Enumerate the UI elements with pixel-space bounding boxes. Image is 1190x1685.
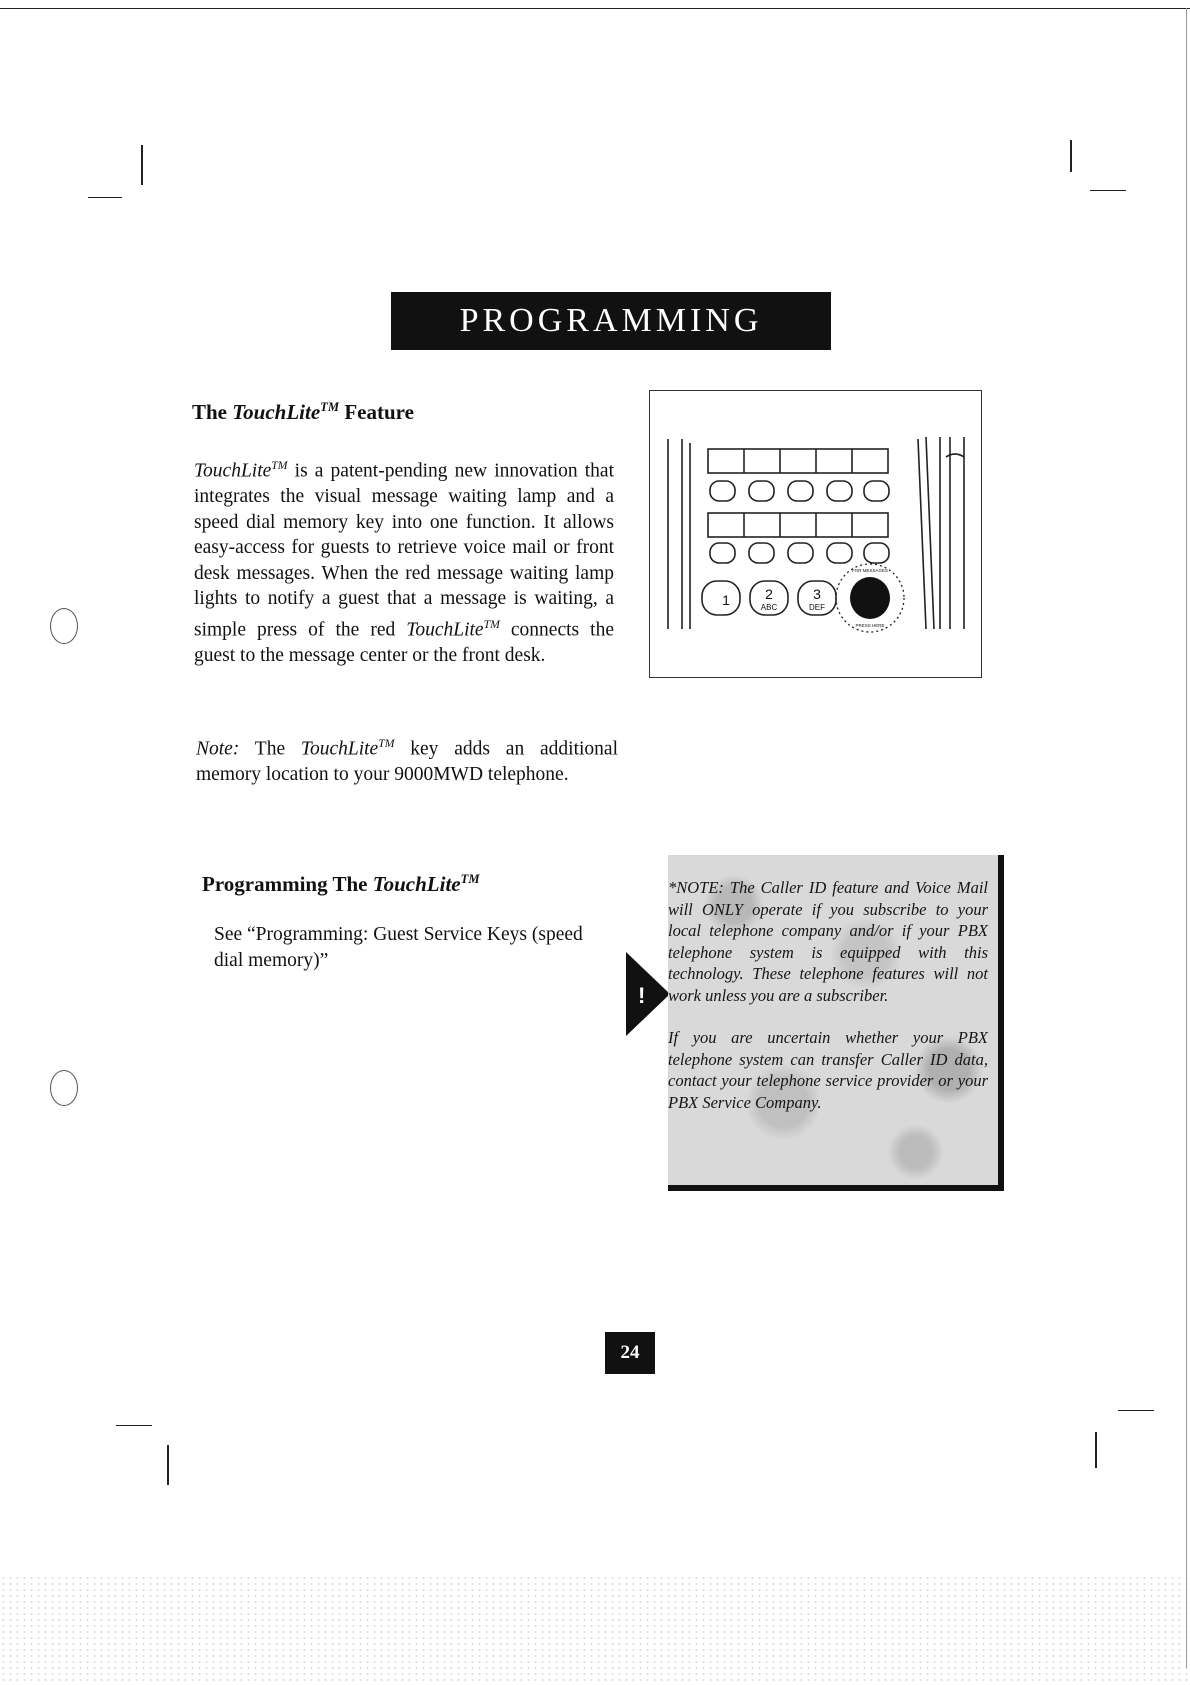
- notice-paragraph: If you are uncertain whether your PBX telephone system can transfer Caller ID data, contact your telephone service provider or your PBX Service Company.: [668, 1028, 988, 1112]
- crop-mark: [141, 145, 143, 185]
- page-title: PROGRAMMING: [391, 292, 831, 350]
- touchlite-top-label: FOR MESSAGES: [851, 568, 889, 573]
- touchlite-key: [850, 577, 890, 619]
- alert-symbol: !: [638, 983, 646, 1008]
- crop-mark: [1118, 1410, 1154, 1411]
- touchlite-description: TouchLite™ is a patent-pending new innovation that integrates the visual message waiting lamp and a speed dial memory key into one function. It allows easy-access for guests to retrieve voice mail or front desk messages. When the red message waiting lamp lights to notify a guest that a message is waiting, a simple press of the red TouchLite™ connects the guest to the message center or the front desk.: [194, 459, 614, 666]
- key-1-digit: 1: [722, 592, 730, 608]
- top-border-line: [0, 8, 1190, 9]
- crop-mark: [1070, 140, 1072, 172]
- crop-mark: [88, 197, 122, 198]
- notice-text: [668, 877, 988, 1134]
- key-3-digit: 3: [813, 586, 821, 602]
- touchlite-bottom-label: PRESS HERE: [855, 623, 885, 628]
- telephone-illustration: [650, 391, 981, 677]
- binder-hole-icon: [50, 1070, 78, 1106]
- programming-touchlite-heading: Programming The TouchLite™: [202, 872, 480, 896]
- touchlite-note: Note: The TouchLite™ key adds an additional memory location to your 9000MWD telephone.: [196, 737, 618, 785]
- telephone-keypad-figure: [649, 390, 982, 678]
- key-2-digit: 2: [765, 586, 773, 602]
- notice-paragraph: *NOTE: The Caller ID feature and Voice Mail will ONLY operate if you subscribe to your local telephone company and/or if your PBX telephone system is equipped with this technology. These telephone features will not work unless you are a subscriber.: [668, 878, 988, 1005]
- scan-noise: [0, 1575, 1190, 1685]
- key-1-button: [702, 581, 740, 615]
- crop-mark: [1090, 190, 1126, 191]
- key-2-letters: ABC: [760, 603, 778, 612]
- key-3-letters: DEF: [809, 603, 825, 612]
- page-number: 24: [605, 1332, 655, 1374]
- alert-arrow-icon: [626, 952, 670, 1036]
- crop-mark: [116, 1425, 152, 1426]
- binder-hole-icon: [50, 608, 78, 644]
- crop-mark: [167, 1445, 169, 1485]
- programming-instructions: See “Programming: Guest Service Keys (speed dial memory)”: [214, 924, 583, 971]
- caller-id-notice-box: [668, 855, 1004, 1191]
- touchlite-feature-heading: The TouchLite™ Feature: [192, 400, 414, 424]
- right-edge-line: [1186, 8, 1187, 1668]
- crop-mark: [1095, 1432, 1097, 1468]
